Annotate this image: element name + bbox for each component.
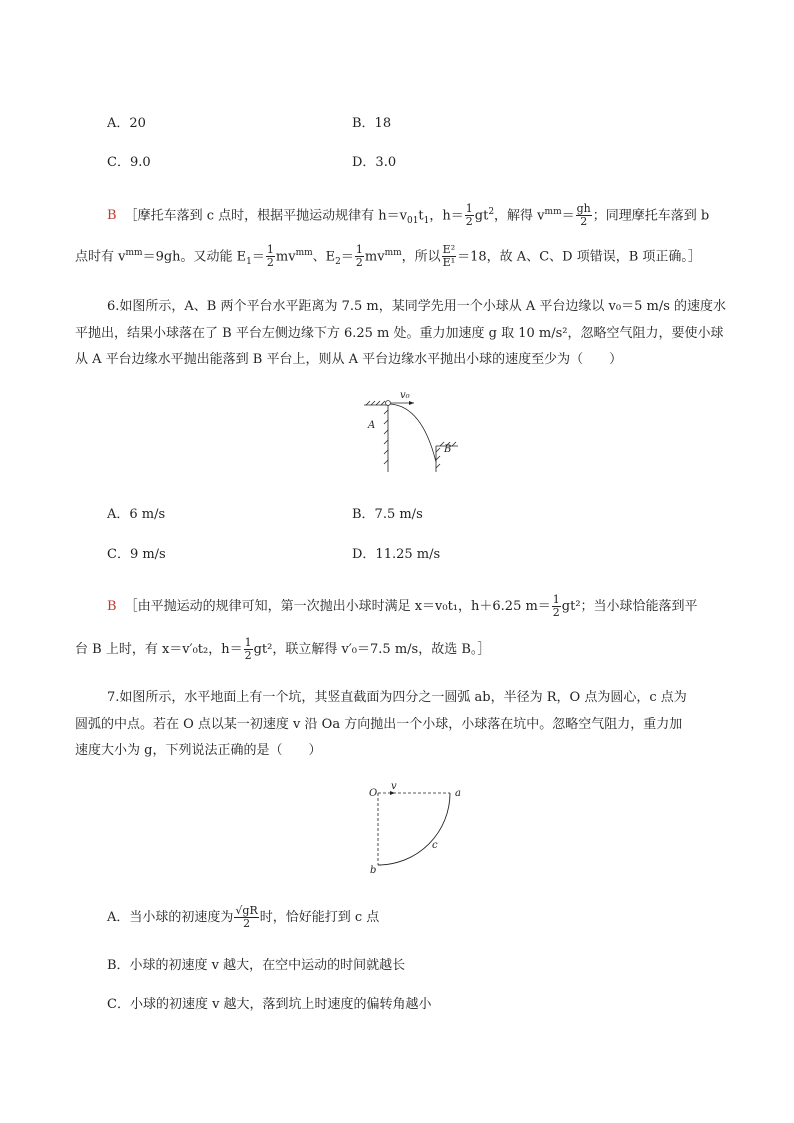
- q7-figure: [360, 780, 470, 880]
- q6-explanation-line2: 台 B 上时，有 x＝v′₀t₂，h＝ $\frac{1}{2}$ gt²，联立解得 v′₀＝7.5 m/s，故选 B。］: [75, 636, 491, 662]
- fraction: $\frac{1}{2}$: [355, 243, 363, 270]
- q5-explanation-line2: 点时有 $v^{mm}=9gh$。又动能 $E_1=$ $\frac{1}{2}$ $mv^{mm}$、$E_2=$ $\frac{1}{2}$ $mv^{mm}$，所以 $\frac{\text{E²}}{\text{E¹}}$ ＝18，故 A、C、D 项错误，B 项正确。］: [75, 243, 701, 270]
- fraction: $\frac{\text{E²}}{\text{E¹}}$: [442, 243, 456, 270]
- q6-option-d: D．11.25 m/s: [352, 547, 441, 562]
- label-b: b: [370, 865, 377, 876]
- fraction: $\frac{1}{2}$: [244, 636, 252, 662]
- label-a: a: [455, 788, 461, 799]
- trajectory-curve: [390, 404, 436, 462]
- q7-stem-line3: 速度大小为 g，下列说法正确的是（ ）: [75, 743, 322, 758]
- label-v: v: [391, 781, 397, 792]
- q6-stem-line2: 平抛出，结果小球落在了 B 平台左侧边缘下方 6.25 m 处。重力加速度 g 取 10 m/s²，忽略空气阻力，要使小球: [75, 326, 724, 341]
- label-o: O: [369, 788, 378, 799]
- label-a: A: [368, 420, 376, 431]
- fraction: $\frac{gh}{2}$: [576, 202, 591, 229]
- q5-explanation-line1: B ［摩托车落到 c 点时，根据平抛运动规律有 $h=v_{01}t_1$，h＝ $\frac{1}{2}$ $gt^2$，解得 $v^{mm}=$ $\frac{gh}{2}$ ；同理摩托车落到 b: [107, 202, 710, 229]
- ball-icon: [386, 401, 391, 406]
- arrow-icon: [409, 401, 414, 405]
- answer-letter: B: [107, 208, 117, 224]
- answer-letter: B: [107, 599, 117, 614]
- q6-stem-line1: 6.如图所示，A、B 两个平台水平距离为 7.5 m，某同学先用一个小球从 A 平台边缘以 v₀＝5 m/s 的速度水: [107, 299, 726, 314]
- q5-option-d: D．3.0: [352, 155, 397, 170]
- q5-option-a: A．20: [107, 116, 146, 131]
- fraction: $\frac{1}{2}$: [552, 593, 560, 619]
- q7-stem-line1: 7.如图所示，水平地面上有一个坑，其竖直截面为四分之一圆弧 ab，半径为 R，O 点为圆心，c 点为: [107, 690, 687, 705]
- fraction: $\frac{√gR}{2}$: [235, 904, 258, 930]
- fraction: $\frac{1}{2}$: [465, 202, 473, 229]
- label-c: c: [432, 840, 438, 851]
- q6-figure: [360, 390, 470, 475]
- q6-option-c: C．9 m/s: [107, 547, 166, 562]
- q7-option-a: A．当小球的初速度为 $\frac{√gR}{2}$ 时，恰好能打到 c 点: [107, 904, 380, 930]
- q7-option-c: C．小球的初速度 v 越大，落到坑上时速度的偏转角越小: [107, 997, 432, 1012]
- fraction: $\frac{1}{2}$: [266, 243, 274, 270]
- q6-option-b: B．7.5 m/s: [352, 507, 423, 522]
- q7-option-b: B．小球的初速度 v 越大，在空中运动的时间就越长: [107, 958, 406, 973]
- q7-stem-line2: 圆弧的中点。若在 O 点以某一初速度 v 沿 Oa 方向抛出一个小球，小球落在坑中。忽略空气阻力，重力加: [75, 717, 683, 732]
- q5-option-c: C．9.0: [107, 155, 151, 170]
- q6-explanation-line1: B ［由平抛运动的规律可知，第一次抛出小球时满足 x＝v₀t₁，h＋6.25 m＝ $\frac{1}{2}$ gt²；当小球恰能落到平: [107, 593, 698, 619]
- q6-stem-line3: 从 A 平台边缘水平抛出能落到 B 平台上，则从 A 平台边缘水平抛出小球的速度至少为（ ）: [75, 352, 623, 367]
- label-b: B: [444, 444, 452, 455]
- label-v0: v₀: [400, 390, 410, 401]
- q5-option-b: B．18: [352, 116, 392, 131]
- q6-option-a: A．6 m/s: [107, 507, 166, 522]
- arc-ab: [378, 793, 450, 865]
